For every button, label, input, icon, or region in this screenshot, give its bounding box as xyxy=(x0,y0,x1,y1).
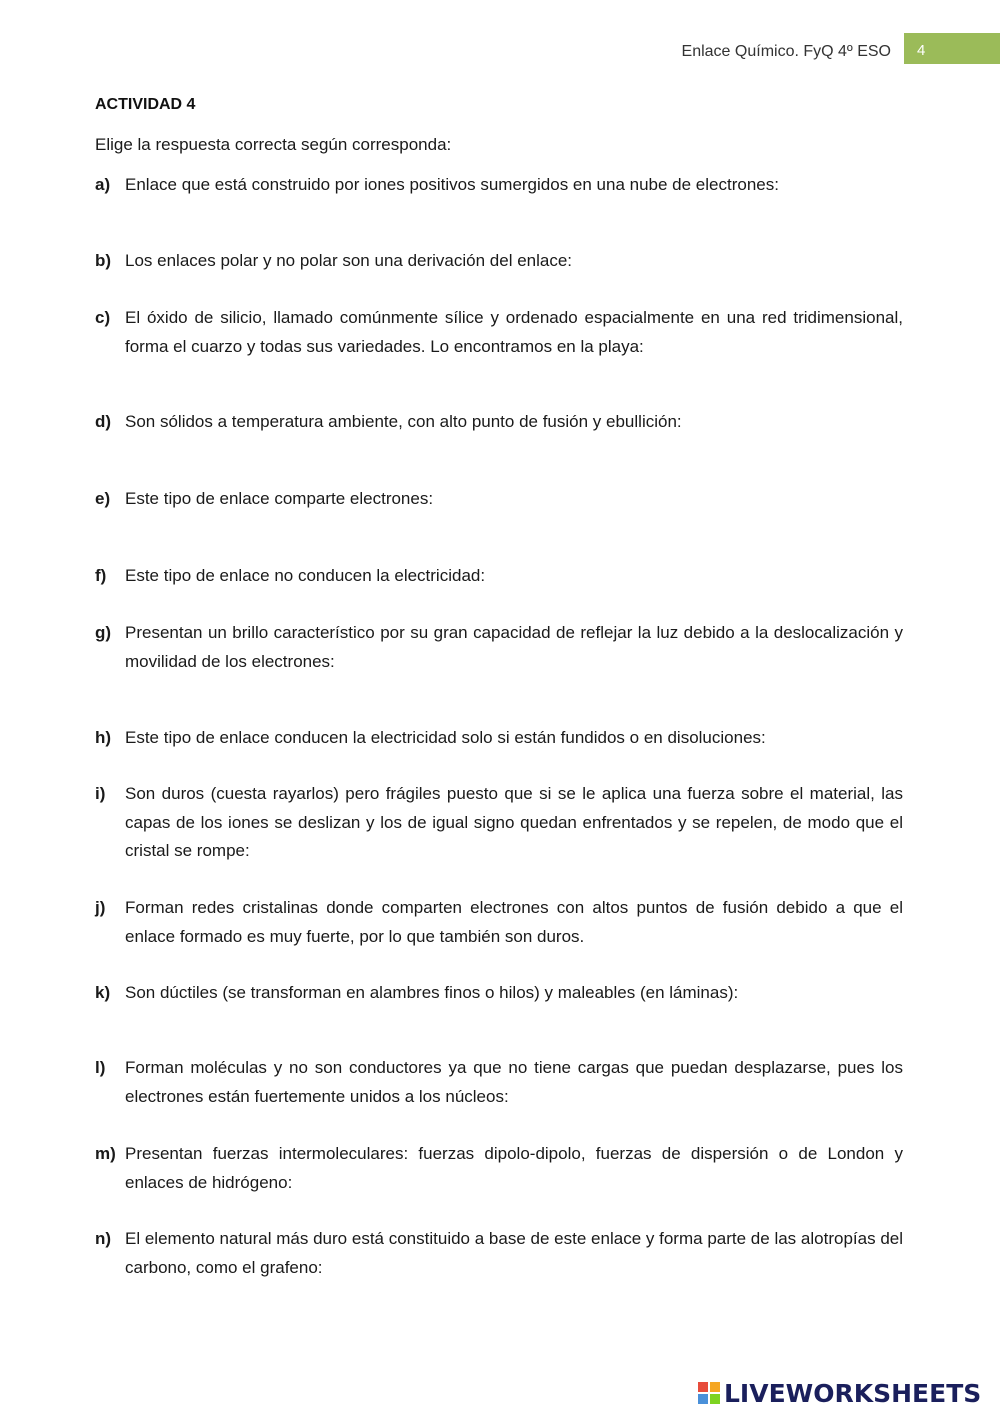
logo-square-icon xyxy=(710,1382,720,1392)
question-letter: h) xyxy=(95,728,112,747)
question-c xyxy=(95,304,903,361)
question-letter: k) xyxy=(95,983,111,1002)
question-text: Este tipo de enlace conducen la electricidad solo si están fundidos o en disoluciones: xyxy=(125,728,766,747)
liveworksheets-icon xyxy=(698,1382,720,1404)
question-text: Este tipo de enlace comparte electrones: xyxy=(125,489,434,508)
question-text: Son dúctiles (se transforman en alambres finos o hilos) y maleables (en láminas): xyxy=(125,983,739,1002)
question-n xyxy=(95,1225,903,1282)
question-letter: f) xyxy=(95,566,107,585)
question-text: El elemento natural más duro está constituido a base de este enlace y forma parte de las alotropías del carbono, como el grafeno: xyxy=(125,1229,903,1277)
question-text: Los enlaces polar y no polar son una derivación del enlace: xyxy=(125,251,573,270)
page-number-badge xyxy=(904,33,1000,64)
activity-instructions: Elige la respuesta correcta según corresponda: xyxy=(95,135,452,154)
question-text: Este tipo de enlace no conducen la electricidad: xyxy=(125,566,486,585)
question-letter: b) xyxy=(95,251,112,270)
question-letter: n) xyxy=(95,1229,112,1248)
question-e xyxy=(95,485,903,514)
liveworksheets-logo xyxy=(698,1378,981,1408)
question-j xyxy=(95,894,903,951)
question-a xyxy=(95,171,903,200)
logo-square-icon xyxy=(698,1394,708,1404)
question-l xyxy=(95,1054,903,1111)
page-number: 4 xyxy=(917,42,926,59)
activity-title: ACTIVIDAD 4 xyxy=(95,96,196,113)
question-text: Son sólidos a temperatura ambiente, con alto punto de fusión y ebullición: xyxy=(125,412,682,431)
question-letter: d) xyxy=(95,412,112,431)
header-title: Enlace Químico. FyQ 4º ESO xyxy=(681,43,891,60)
question-text: El óxido de silicio, llamado comúnmente sílice y ordenado espacialmente en una red tridimensional, forma el cuarzo y todas sus variedades. Lo encontramos en la playa: xyxy=(125,308,903,356)
question-text: Presentan un brillo característico por su gran capacidad de reflejar la luz debido a la deslocalización y movilidad de los electrones: xyxy=(125,623,903,671)
question-i xyxy=(95,780,903,866)
question-letter: g) xyxy=(95,623,112,642)
question-letter: c) xyxy=(95,308,111,327)
question-b xyxy=(95,247,903,276)
brand-name: LIVEWORKSHEETS xyxy=(724,1378,982,1408)
question-g xyxy=(95,619,903,676)
question-k xyxy=(95,979,903,1008)
question-f xyxy=(95,562,903,591)
question-letter: a) xyxy=(95,175,111,194)
question-text: Forman moléculas y no son conductores ya que no tiene cargas que puedan desplazarse, pues los electrones están fuertemente unidos a los núcleos: xyxy=(125,1058,903,1106)
question-text: Presentan fuerzas intermoleculares: fuerzas dipolo-dipolo, fuerzas de dispersión o de London y enlaces de hidrógeno: xyxy=(125,1144,903,1192)
logo-square-icon xyxy=(698,1382,708,1392)
question-h xyxy=(95,724,903,753)
question-d xyxy=(95,408,903,437)
question-text: Enlace que está construido por iones positivos sumergidos en una nube de electrones: xyxy=(125,175,779,194)
logo-square-icon xyxy=(710,1394,720,1404)
question-letter: j) xyxy=(95,898,106,917)
question-letter: e) xyxy=(95,489,111,508)
question-letter: l) xyxy=(95,1058,106,1077)
question-text: Son duros (cuesta rayarlos) pero frágiles puesto que si se le aplica una fuerza sobre el material, las capas de los iones se deslizan y los de igual signo quedan enfrentados y se repelen, de modo que el cristal se rompe: xyxy=(125,784,903,860)
question-letter: i) xyxy=(95,784,106,803)
question-text: Forman redes cristalinas donde comparten electrones con altos puntos de fusión debido a que el enlace formado es muy fuerte, por lo que también son duros. xyxy=(125,898,903,946)
question-m xyxy=(95,1140,903,1197)
question-letter: m) xyxy=(95,1144,116,1163)
